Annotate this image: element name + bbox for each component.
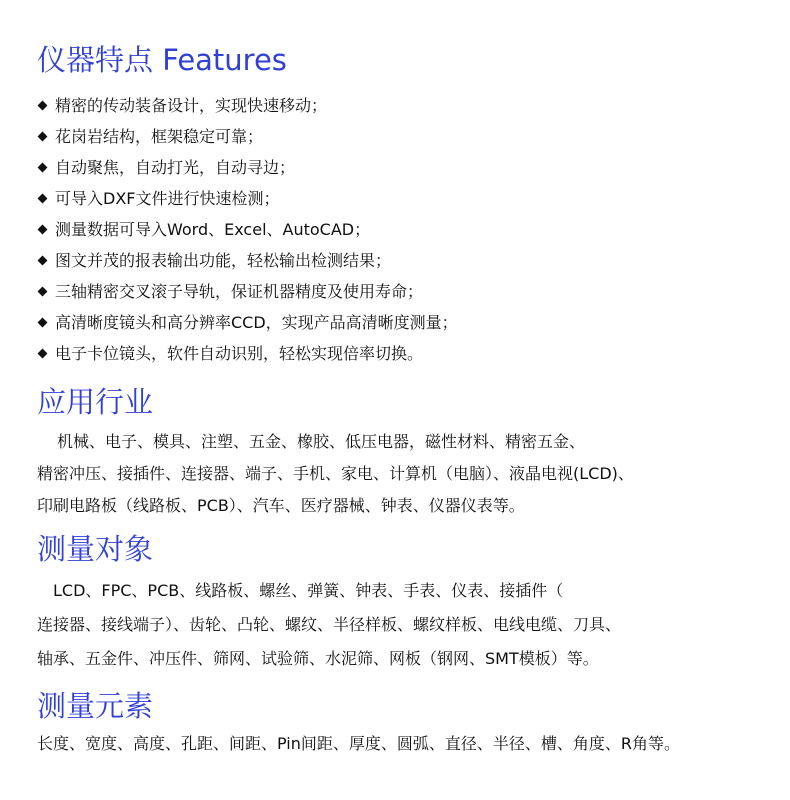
paragraph-line: 机械、电子、模具、注塑、五金、橡胶、低压电器，磁性材料、精密五金、: [57, 432, 586, 451]
paragraph-line: 连接器、接线端子）、齿轮、凸轮、螺纹、半径样板、螺纹样板、电线电缆、刀具、: [37, 615, 622, 634]
diamond-bullet-icon: [38, 194, 48, 204]
paragraph-line: 印刷电路板（线路板、PCB）、汽车、医疗器械、钟表、仪器仪表等。: [37, 496, 525, 515]
list-item: [37, 183, 458, 214]
industries-paragraph: [37, 428, 634, 524]
feature-text: 高清晰度镜头和高分辨率CCD，实现产品高清晰度测量；: [55, 312, 458, 332]
paragraph-line: 轴承、五金件、冲压件、筛网、试验筛、水泥筛、网板（钢网、SMT模板）等。: [37, 649, 599, 668]
feature-text: 测量数据可导入Word、Excel、AutoCAD；: [55, 219, 371, 239]
list-item: [37, 214, 458, 245]
diamond-bullet-icon: [38, 287, 48, 297]
diamond-bullet-icon: [38, 225, 48, 235]
list-item: [37, 245, 458, 276]
diamond-bullet-icon: [38, 101, 48, 111]
elements-heading: 测量元素: [37, 689, 154, 723]
diamond-bullet-icon: [38, 256, 48, 266]
feature-text: 电子卡位镜头，软件自动识别，轻松实现倍率切换。: [55, 343, 424, 363]
diamond-bullet-icon: [38, 349, 48, 359]
diamond-bullet-icon: [38, 163, 48, 173]
list-item: [37, 152, 458, 183]
feature-text: 图文并茂的报表输出功能，轻松输出检测结果；: [55, 250, 392, 270]
paragraph-line: 长度、宽度、高度、孔距、间距、Pin间距、厚度、圆弧、直径、半径、槽、角度、R角等。: [37, 734, 681, 753]
diamond-bullet-icon: [38, 132, 48, 142]
list-item: [37, 338, 458, 369]
list-item: [37, 121, 458, 152]
objects-heading: 测量对象: [37, 532, 154, 566]
features-heading: 仪器特点 Features: [37, 43, 287, 77]
feature-text: 可导入DXF文件进行快速检测；: [55, 188, 280, 208]
paragraph-line: LCD、FPC、PCB、线路板、螺丝、弹簧、钟表、手表、仪表、接插件（: [53, 581, 564, 600]
industries-heading: 应用行业: [37, 385, 154, 419]
paragraph-line: 精密冲压、接插件、连接器、端子、手机、家电、计算机（电脑）、液晶电视(LCD)、: [37, 464, 634, 483]
feature-text: 精密的传动装备设计，实现快速移动；: [55, 95, 328, 115]
feature-text: 自动聚焦，自动打光，自动寻边；: [55, 157, 296, 177]
feature-text: 三轴精密交叉滚子导轨，保证机器精度及使用寿命；: [55, 281, 424, 301]
elements-paragraph: [37, 730, 680, 762]
list-item: [37, 307, 458, 338]
objects-paragraph: [37, 577, 621, 679]
diamond-bullet-icon: [38, 318, 48, 328]
feature-text: 花岗岩结构，框架稳定可靠；: [55, 126, 264, 146]
list-item: [37, 276, 458, 307]
list-item: [37, 90, 458, 121]
features-list: [37, 90, 458, 369]
